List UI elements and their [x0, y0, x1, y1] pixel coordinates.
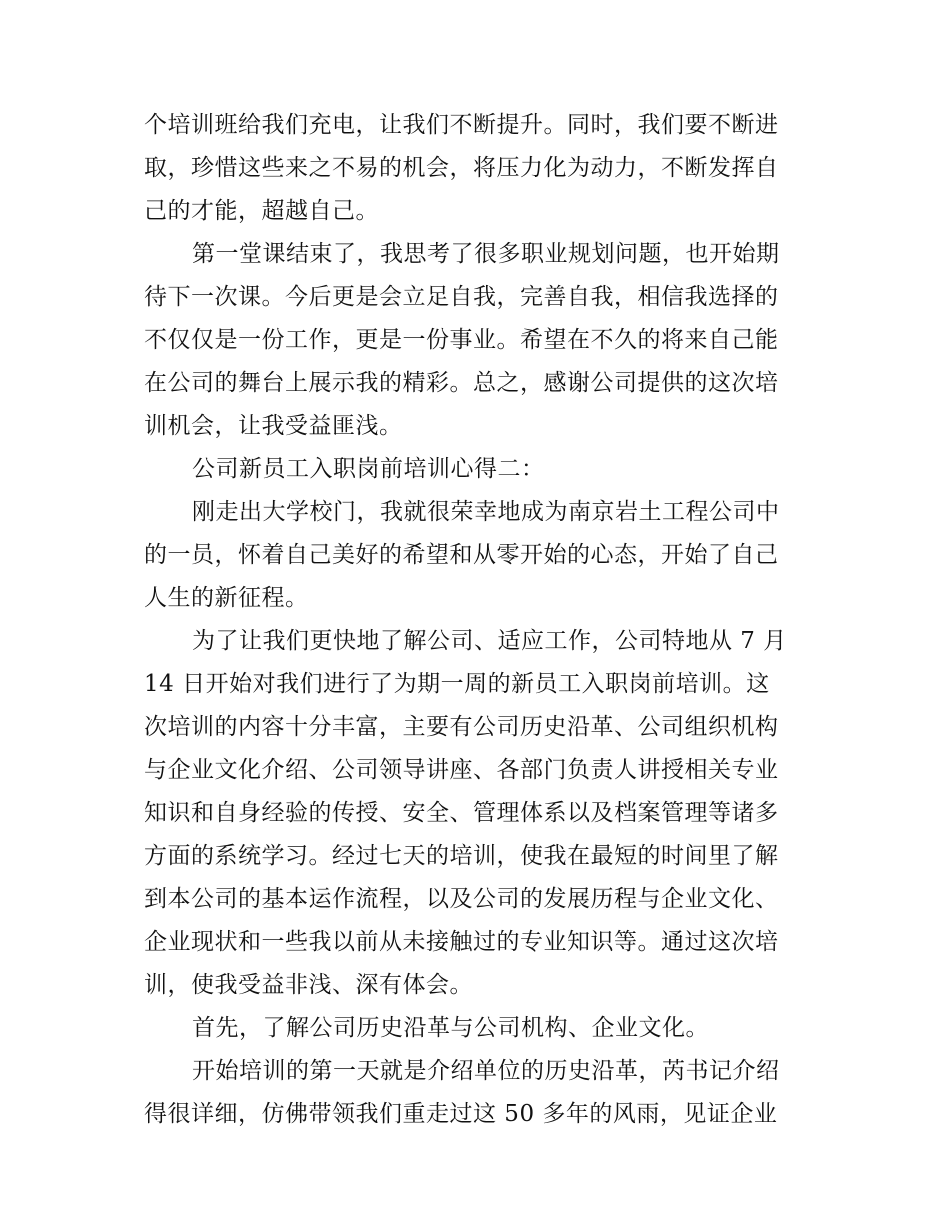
- text-line: 到本公司的基本运作流程，以及公司的发展历程与企业文化、: [144, 886, 779, 912]
- text-line: 训机会，让我受益匪浅。: [144, 413, 403, 439]
- section-heading: 公司新员工入职岗前培训心得二：: [192, 456, 545, 482]
- text-line: 知识和自身经验的传授、安全、管理体系以及档案管理等诸多: [144, 800, 779, 826]
- text-line: 人生的新征程。: [144, 585, 309, 611]
- text-line: 方面的系统学习。经过七天的培训，使我在最短的时间里了解: [144, 843, 779, 869]
- text-line: 14 日开始对我们进行了为期一周的新员工入职岗前培训。这: [144, 671, 770, 697]
- text-line: 取，珍惜这些来之不易的机会，将压力化为动力，不断发挥自: [144, 155, 779, 181]
- text-line: 在公司的舞台上展示我的精彩。总之，感谢公司提供的这次培: [144, 370, 779, 396]
- paragraph-start-line: 刚走出大学校门，我就很荣幸地成为南京岩土工程公司中: [192, 499, 780, 525]
- paragraph-start-line: 开始培训的第一天就是介绍单位的历史沿革，芮书记介绍: [192, 1058, 780, 1084]
- text-line: 待下一次课。今后更是会立足自我，完善自我，相信我选择的: [144, 284, 779, 310]
- text-line: 的一员，怀着自己美好的希望和从零开始的心态，开始了自己: [144, 542, 779, 568]
- paragraph-start-line: 第一堂课结束了，我思考了很多职业规划问题，也开始期: [192, 241, 780, 267]
- text-line: 己的才能，超越自己。: [144, 198, 379, 224]
- text-line: 得很详细，仿佛带领我们重走过这 50 多年的风雨，见证企业: [144, 1101, 778, 1127]
- paragraph-start-line: 首先，了解公司历史沿革与公司机构、企业文化。: [192, 1015, 709, 1041]
- text-line: 训，使我受益非浅、深有体会。: [144, 972, 473, 998]
- text-line: 企业现状和一些我以前从未接触过的专业知识等。通过这次培: [144, 929, 779, 955]
- document-body: [144, 104, 816, 1136]
- paragraph-start-line: 为了让我们更快地了解公司、适应工作，公司特地从 7 月: [192, 628, 787, 654]
- text-line: 次培训的内容十分丰富，主要有公司历史沿革、公司组织机构: [144, 714, 779, 740]
- text-line: 与企业文化介绍、公司领导讲座、各部门负责人讲授相关专业: [144, 757, 779, 783]
- text-line: 个培训班给我们充电，让我们不断提升。同时，我们要不断进: [144, 112, 779, 138]
- text-line: 不仅仅是一份工作，更是一份事业。希望在不久的将来自己能: [144, 327, 779, 353]
